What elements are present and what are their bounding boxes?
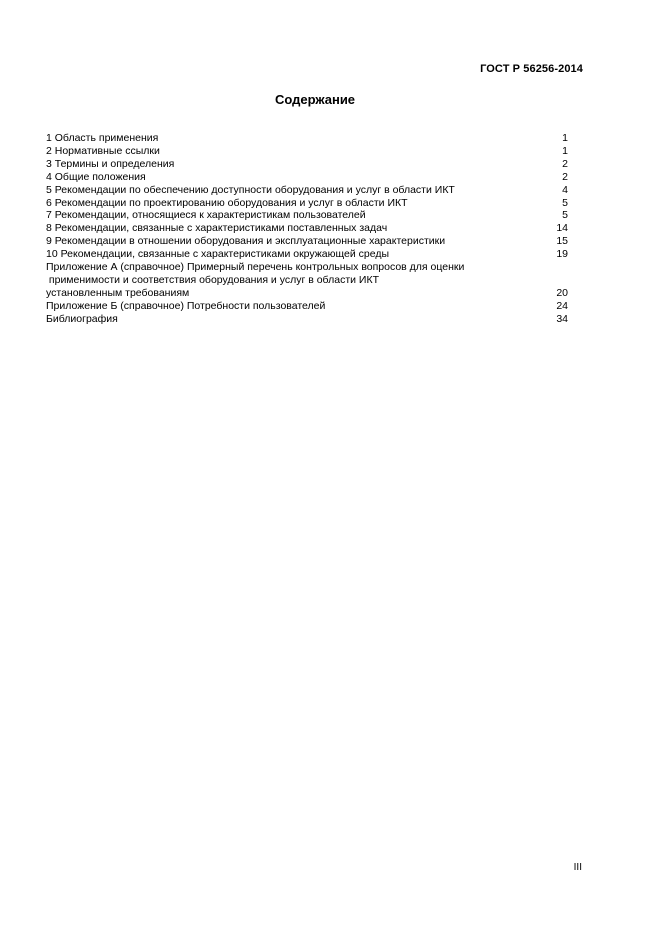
toc-entry-page: 1	[562, 132, 568, 144]
toc-entry[interactable]	[46, 158, 568, 171]
toc-entry-page: 20	[556, 286, 568, 299]
toc-entry[interactable]	[46, 171, 568, 184]
toc-entry-label: Библиография	[46, 312, 118, 325]
toc-entry-page: 24	[556, 299, 568, 312]
toc-entry-label: 2 Нормативные ссылки	[46, 144, 160, 157]
toc-entry-label: 5 Рекомендации по обеспечению доступности оборудования и услуг в области ИКТ	[46, 183, 455, 196]
toc-annex-a-line-3: установленным требованиям	[46, 286, 190, 299]
toc-entry-bibliography[interactable]	[46, 313, 568, 326]
toc-entry-label: 3 Термины и определения	[46, 157, 175, 170]
toc-entry[interactable]	[46, 222, 568, 235]
toc-entry[interactable]	[46, 184, 568, 197]
toc-entry-label: 1 Область применения	[46, 132, 159, 144]
toc-entry-page: 4	[562, 183, 568, 196]
toc-entry[interactable]	[46, 132, 568, 145]
toc-entry-page: 19	[556, 248, 568, 261]
toc-annex-a-line-2: применимости и соответствия оборудования и услуг в области ИКТ	[46, 273, 379, 286]
toc-entry-label: 6 Рекомендации по проектированию оборудования и услуг в области ИКТ	[46, 196, 408, 209]
toc-entry-page: 2	[562, 157, 568, 170]
page-number: III	[573, 862, 582, 873]
toc-entry-page: 5	[562, 209, 568, 222]
toc-entry-page: 1	[562, 144, 568, 157]
toc-entry-page: 2	[562, 170, 568, 183]
toc-annex-a-line-1: Приложение А (справочное) Примерный перечень контрольных вопросов для оценки	[46, 261, 465, 274]
toc-entry[interactable]	[46, 235, 568, 248]
toc-entry-label: 9 Рекомендации в отношении оборудования и эксплуатационные характеристики	[46, 235, 446, 248]
toc-entry-page: 15	[556, 235, 568, 248]
toc-entry-label: 4 Общие положения	[46, 170, 146, 183]
toc-entry[interactable]	[46, 209, 568, 222]
toc-entry-annex-a[interactable]	[46, 261, 568, 300]
document-code: ГОСТ Р 56256-2014	[480, 63, 583, 75]
toc-entry[interactable]	[46, 197, 568, 210]
toc-entry-label: 10 Рекомендации, связанные с характеристиками окружающей среды	[46, 248, 390, 261]
toc-entry[interactable]	[46, 145, 568, 158]
table-of-contents	[46, 132, 568, 326]
toc-title: Содержание	[274, 92, 356, 107]
toc-entry-label: 7 Рекомендации, относящиеся к характеристикам пользователей	[46, 209, 366, 222]
toc-entry-page: 5	[562, 196, 568, 209]
toc-entry-label: Приложение Б (справочное) Потребности пользователей	[46, 299, 326, 312]
toc-entry-page: 14	[556, 222, 568, 235]
toc-entry-page: 34	[556, 312, 568, 325]
toc-entry-label: 8 Рекомендации, связанные с характеристиками поставленных задач	[46, 222, 388, 235]
toc-entry-annex-b[interactable]	[46, 300, 568, 313]
toc-entry[interactable]	[46, 248, 568, 261]
